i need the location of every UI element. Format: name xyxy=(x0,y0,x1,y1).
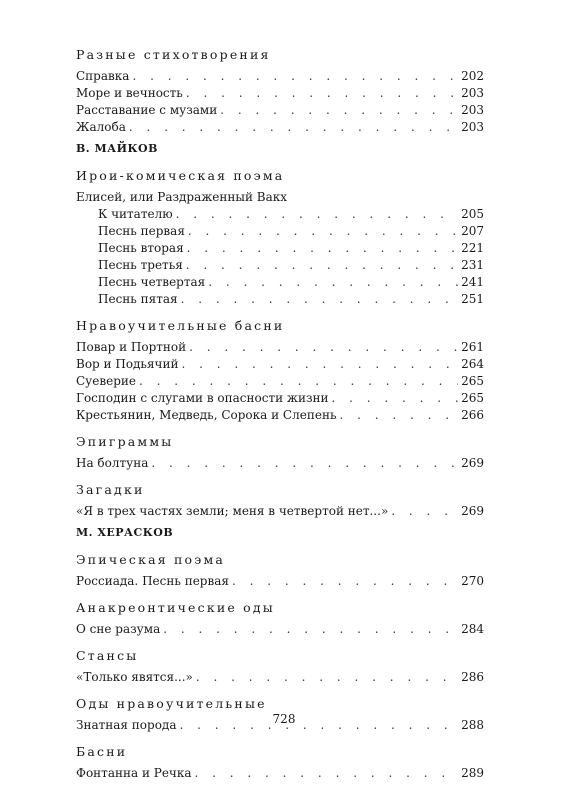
dot-leader xyxy=(339,407,458,424)
toc-subentry[interactable] xyxy=(76,206,484,223)
entry-page-number: 207 xyxy=(461,224,484,238)
entry-page-number: 203 xyxy=(461,86,484,100)
dot-leader xyxy=(391,503,458,520)
section-title: Эпическая поэма xyxy=(76,552,226,567)
entry-title: На болтуна xyxy=(76,456,149,470)
section-title: Стансы xyxy=(76,648,139,663)
toc-entry[interactable] xyxy=(76,765,484,782)
entry-title: «Я в трех частях земли; меня в четвертой нет...» xyxy=(76,504,389,518)
entry-title: Фонтанна и Речка xyxy=(76,766,192,780)
entry-title: Песнь первая xyxy=(98,224,185,238)
toc-entry[interactable] xyxy=(76,390,484,407)
section-title: Басни xyxy=(76,744,128,759)
dot-leader xyxy=(139,373,458,390)
entry-title: Жалоба xyxy=(76,120,126,134)
dot-leader xyxy=(186,85,458,102)
section-title: Оды нравоучительные xyxy=(76,696,267,711)
page-number: 728 xyxy=(272,712,296,726)
section-title: Ирои-комическая поэма xyxy=(76,168,285,183)
entry-title: Россиада. Песнь первая xyxy=(76,574,229,588)
entry-title: Песнь четвертая xyxy=(98,275,206,289)
toc-entry[interactable] xyxy=(76,669,484,686)
entry-page-number: 261 xyxy=(461,340,484,354)
table-of-contents xyxy=(76,40,484,782)
entry-page-number: 265 xyxy=(461,374,484,388)
toc-subentry[interactable] xyxy=(76,223,484,240)
toc-entry[interactable] xyxy=(76,573,484,590)
dot-leader xyxy=(186,257,458,274)
dot-leader xyxy=(189,339,458,356)
dot-leader xyxy=(220,102,458,119)
toc-entry[interactable] xyxy=(76,407,484,424)
toc-entry[interactable] xyxy=(76,85,484,102)
dot-leader xyxy=(163,621,458,638)
section-title: Анакреонтические оды xyxy=(76,600,275,615)
entry-title: Вор и Подьячий xyxy=(76,357,179,371)
toc-entry[interactable] xyxy=(76,339,484,356)
entry-page-number: 266 xyxy=(461,408,484,422)
toc-entry[interactable] xyxy=(76,68,484,85)
entry-title: Море и вечность xyxy=(76,86,183,100)
toc-entry[interactable] xyxy=(76,373,484,390)
entry-page-number: 203 xyxy=(461,103,484,117)
dot-leader xyxy=(187,240,458,257)
work-heading: Елисей, или Раздраженный Вакх xyxy=(76,190,288,204)
entry-page-number: 251 xyxy=(461,292,484,306)
entry-title: Знатная порода xyxy=(76,718,177,732)
entry-page-number: 288 xyxy=(461,718,484,732)
dot-leader xyxy=(151,455,458,472)
entry-page-number: 286 xyxy=(461,670,484,684)
dot-leader xyxy=(195,765,459,782)
entry-page-number: 264 xyxy=(461,357,484,371)
dot-leader xyxy=(132,68,458,85)
dot-leader xyxy=(129,119,458,136)
entry-title: Повар и Портной xyxy=(76,340,187,354)
entry-page-number: 265 xyxy=(461,391,484,405)
entry-title: О сне разума xyxy=(76,622,161,636)
entry-title: Расставание с музами xyxy=(76,103,218,117)
author-heading: В. МАЙКОВ xyxy=(76,142,158,155)
entry-page-number: 270 xyxy=(461,574,484,588)
toc-entry[interactable] xyxy=(76,621,484,638)
entry-page-number: 269 xyxy=(461,504,484,518)
entry-title: Песнь вторая xyxy=(98,241,184,255)
entry-page-number: 221 xyxy=(461,241,484,255)
entry-page-number: 205 xyxy=(461,207,484,221)
entry-page-number: 202 xyxy=(461,69,484,83)
toc-entry[interactable] xyxy=(76,356,484,373)
entry-page-number: 289 xyxy=(461,766,484,780)
entry-title: Крестьянин, Медведь, Сорока и Слепень xyxy=(76,408,337,422)
entry-page-number: 203 xyxy=(461,120,484,134)
entry-page-number: 284 xyxy=(461,622,484,636)
entry-title: Песнь пятая xyxy=(98,292,178,306)
dot-leader xyxy=(188,223,458,240)
toc-subentry[interactable] xyxy=(76,257,484,274)
entry-title: Господин с слугами в опасности жизни xyxy=(76,391,329,405)
entry-title: Песнь третья xyxy=(98,258,183,272)
dot-leader xyxy=(181,291,459,308)
section-title: Разные стихотворения xyxy=(76,47,271,62)
entry-title: Справка xyxy=(76,69,130,83)
section-title: Нравоучительные басни xyxy=(76,318,285,333)
author-heading: М. ХЕРАСКОВ xyxy=(76,526,174,539)
section-title: Загадки xyxy=(76,482,145,497)
entry-title: Суеверие xyxy=(76,374,136,388)
toc-subentry[interactable] xyxy=(76,291,484,308)
toc-entry[interactable] xyxy=(76,455,484,472)
toc-subentry[interactable] xyxy=(76,240,484,257)
toc-entry[interactable] xyxy=(76,503,484,520)
dot-leader xyxy=(331,390,458,407)
entry-page-number: 231 xyxy=(461,258,484,272)
toc-entry[interactable] xyxy=(76,102,484,119)
toc-entry[interactable] xyxy=(76,119,484,136)
section-title: Эпиграммы xyxy=(76,434,174,449)
dot-leader xyxy=(208,274,458,291)
entry-page-number: 241 xyxy=(461,275,484,289)
toc-subentry[interactable] xyxy=(76,274,484,291)
entry-page-number: 269 xyxy=(461,456,484,470)
entry-title: «Только явятся...» xyxy=(76,670,193,684)
dot-leader xyxy=(176,206,458,223)
dot-leader xyxy=(232,573,458,590)
dot-leader xyxy=(196,669,458,686)
entry-title: К читателю xyxy=(98,207,173,221)
dot-leader xyxy=(181,356,458,373)
